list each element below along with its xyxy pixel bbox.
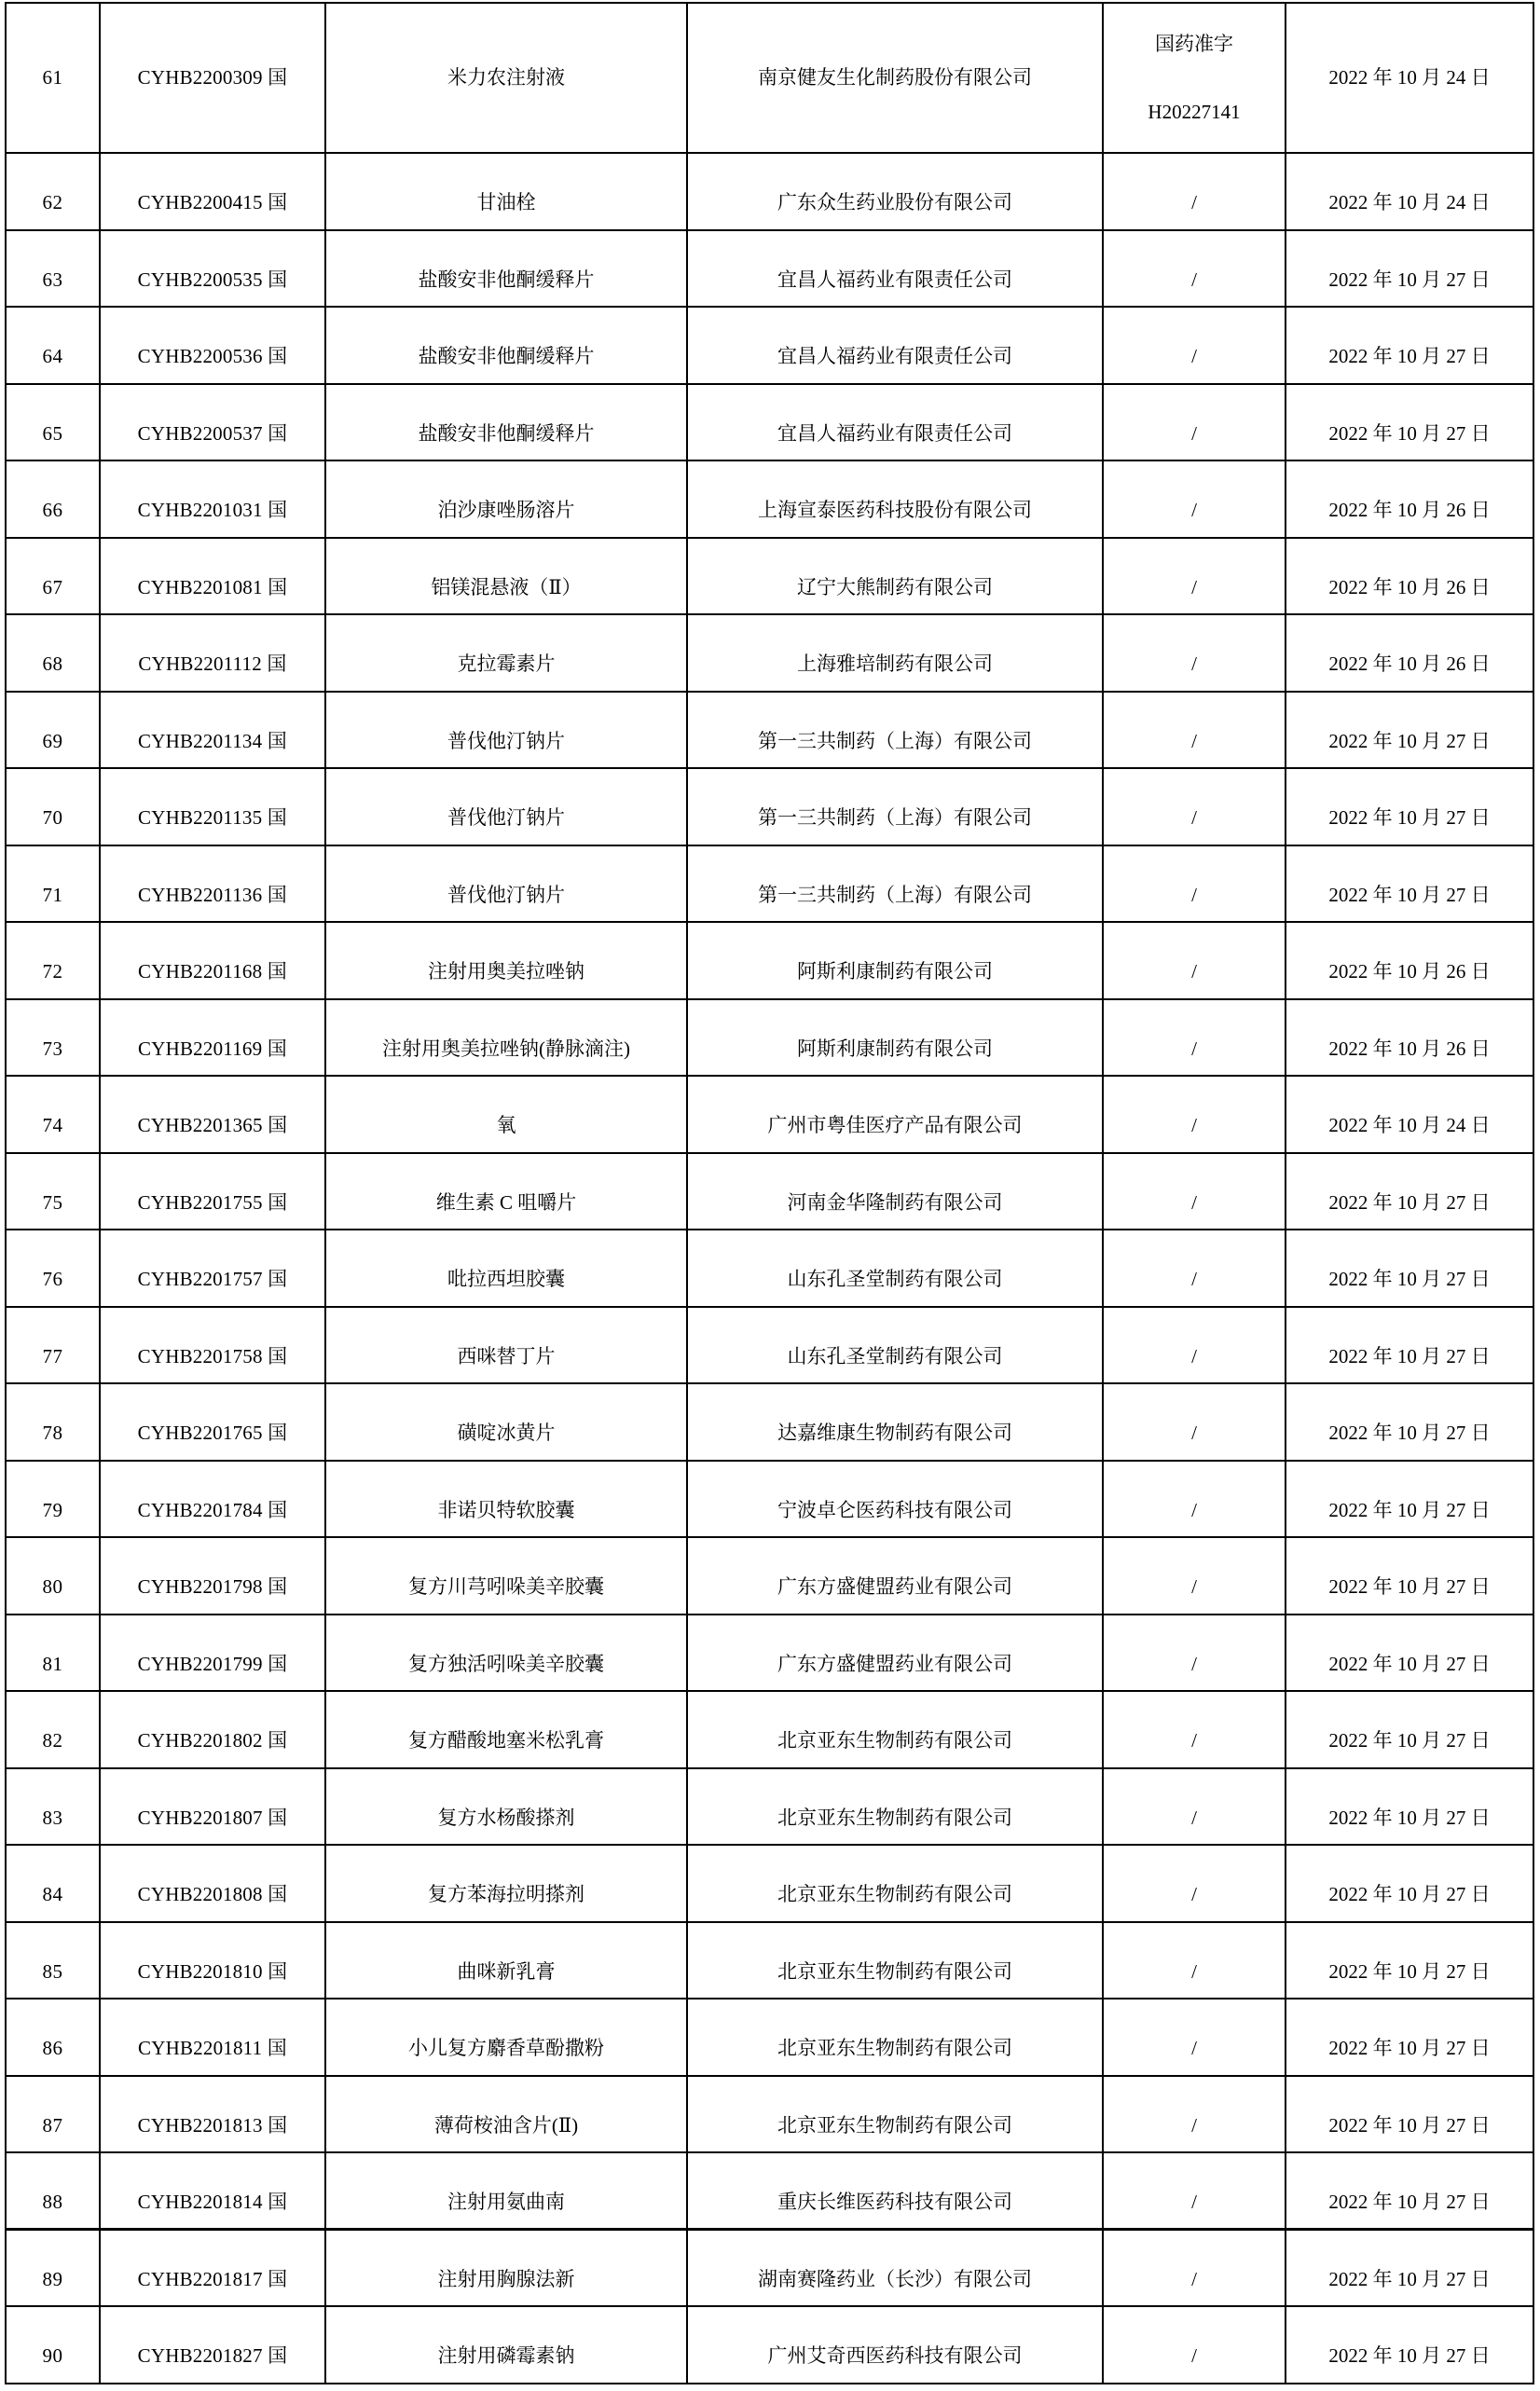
cell-company-name: 广东方盛健盟药业有限公司	[687, 1537, 1103, 1615]
cell-drug-name: 注射用奥美拉唑钠	[325, 922, 687, 999]
cell-serial-number: 65	[6, 384, 100, 461]
cell-serial-number: 63	[6, 230, 100, 308]
cell-acceptance-number: CYHB2201031 国	[100, 460, 325, 538]
cell-serial-number: 67	[6, 538, 100, 615]
cell-approval-number	[1103, 845, 1286, 923]
cell-serial-number: 85	[6, 1922, 100, 1999]
approval-number-line1: /	[1191, 1344, 1197, 1367]
cell-approval-date: 2022 年 10 月 27 日	[1286, 845, 1533, 923]
cell-company-name: 重庆长维医药科技有限公司	[687, 2152, 1103, 2230]
cell-approval-date: 2022 年 10 月 27 日	[1286, 1307, 1533, 1384]
cell-approval-date: 2022 年 10 月 27 日	[1286, 1999, 1533, 2076]
cell-serial-number: 70	[6, 768, 100, 845]
cell-company-name: 湖南赛隆药业（长沙）有限公司	[687, 2230, 1103, 2307]
cell-drug-name: 复方水杨酸搽剂	[325, 1768, 687, 1846]
approval-number-line1: /	[1191, 1575, 1197, 1599]
cell-approval-number	[1103, 2306, 1286, 2384]
table-row	[6, 692, 1533, 769]
cell-approval-number	[1103, 1076, 1286, 1153]
cell-acceptance-number: CYHB2201365 国	[100, 1076, 325, 1153]
cell-approval-number	[1103, 460, 1286, 538]
cell-company-name: 上海雅培制药有限公司	[687, 614, 1103, 692]
cell-acceptance-number: CYHB2201808 国	[100, 1845, 325, 1922]
cell-acceptance-number: CYHB2201827 国	[100, 2306, 325, 2384]
cell-approval-date: 2022 年 10 月 26 日	[1286, 538, 1533, 615]
cell-serial-number: 79	[6, 1461, 100, 1538]
cell-serial-number: 71	[6, 845, 100, 923]
drug-approval-table	[5, 2, 1534, 2384]
cell-company-name: 北京亚东生物制药有限公司	[687, 2076, 1103, 2153]
cell-approval-date: 2022 年 10 月 27 日	[1286, 2230, 1533, 2307]
cell-company-name: 第一三共制药（上海）有限公司	[687, 845, 1103, 923]
approval-number-line1: /	[1191, 499, 1197, 522]
cell-drug-name: 注射用磷霉素钠	[325, 2306, 687, 2384]
cell-drug-name: 吡拉西坦胶囊	[325, 1230, 687, 1307]
approval-number-line1: /	[1191, 806, 1197, 830]
approval-number-line1: /	[1191, 268, 1197, 291]
cell-approval-date: 2022 年 10 月 27 日	[1286, 1845, 1533, 1922]
cell-approval-date: 2022 年 10 月 27 日	[1286, 1383, 1533, 1461]
approval-number-line1: /	[1191, 2190, 1197, 2213]
cell-approval-date: 2022 年 10 月 27 日	[1286, 2306, 1533, 2384]
cell-acceptance-number: CYHB2200309 国	[100, 3, 325, 153]
cell-drug-name: 曲咪新乳膏	[325, 1922, 687, 1999]
cell-company-name: 北京亚东生物制药有限公司	[687, 1691, 1103, 1768]
approval-number-line2: H20227141	[1148, 100, 1241, 123]
cell-approval-date: 2022 年 10 月 27 日	[1286, 2076, 1533, 2153]
cell-company-name: 上海宣泰医药科技股份有限公司	[687, 460, 1103, 538]
cell-approval-number	[1103, 1999, 1286, 2076]
cell-company-name: 宁波卓仑医药科技有限公司	[687, 1461, 1103, 1538]
cell-approval-date: 2022 年 10 月 27 日	[1286, 1768, 1533, 1846]
cell-serial-number: 80	[6, 1537, 100, 1615]
cell-approval-date: 2022 年 10 月 27 日	[1286, 1691, 1533, 1768]
cell-approval-number	[1103, 922, 1286, 999]
cell-serial-number: 73	[6, 999, 100, 1077]
cell-approval-number	[1103, 153, 1286, 230]
cell-approval-date: 2022 年 10 月 27 日	[1286, 1922, 1533, 1999]
approval-number-line1: /	[1191, 1114, 1197, 1137]
cell-serial-number: 84	[6, 1845, 100, 1922]
cell-acceptance-number: CYHB2201758 国	[100, 1307, 325, 1384]
cell-drug-name: 复方苯海拉明搽剂	[325, 1845, 687, 1922]
table-row	[6, 1230, 1533, 1307]
cell-approval-number	[1103, 1230, 1286, 1307]
cell-serial-number: 77	[6, 1307, 100, 1384]
cell-acceptance-number: CYHB2201807 国	[100, 1768, 325, 1846]
cell-approval-date: 2022 年 10 月 27 日	[1286, 1537, 1533, 1615]
table-row	[6, 768, 1533, 845]
table-row	[6, 1845, 1533, 1922]
approval-number-line1: /	[1191, 2113, 1197, 2137]
cell-serial-number: 86	[6, 1999, 100, 2076]
approval-number-line1: /	[1191, 345, 1197, 368]
cell-company-name: 阿斯利康制药有限公司	[687, 999, 1103, 1077]
cell-approval-date: 2022 年 10 月 24 日	[1286, 1076, 1533, 1153]
cell-drug-name: 米力农注射液	[325, 3, 687, 153]
cell-company-name: 北京亚东生物制药有限公司	[687, 1999, 1103, 2076]
cell-company-name: 河南金华隆制药有限公司	[687, 1153, 1103, 1230]
table-row	[6, 230, 1533, 308]
cell-acceptance-number: CYHB2201799 国	[100, 1615, 325, 1692]
cell-approval-number	[1103, 999, 1286, 1077]
cell-approval-number	[1103, 230, 1286, 308]
cell-acceptance-number: CYHB2201112 国	[100, 614, 325, 692]
cell-serial-number: 75	[6, 1153, 100, 1230]
approval-number-line1: /	[1191, 729, 1197, 752]
cell-approval-number	[1103, 538, 1286, 615]
cell-drug-name: 克拉霉素片	[325, 614, 687, 692]
cell-company-name: 北京亚东生物制药有限公司	[687, 1768, 1103, 1846]
table-row	[6, 1768, 1533, 1846]
table-row	[6, 1999, 1533, 2076]
cell-approval-number	[1103, 1922, 1286, 1999]
table-row	[6, 1615, 1533, 1692]
cell-approval-date: 2022 年 10 月 27 日	[1286, 1153, 1533, 1230]
cell-approval-number	[1103, 1615, 1286, 1692]
cell-approval-date: 2022 年 10 月 26 日	[1286, 614, 1533, 692]
cell-acceptance-number: CYHB2201817 国	[100, 2230, 325, 2307]
cell-drug-name: 甘油栓	[325, 153, 687, 230]
cell-approval-number	[1103, 1691, 1286, 1768]
approval-number-line1: /	[1191, 1268, 1197, 1291]
table-row	[6, 999, 1533, 1077]
cell-company-name: 达嘉维康生物制药有限公司	[687, 1383, 1103, 1461]
approval-number-line1: /	[1191, 1729, 1197, 1752]
table-row	[6, 1153, 1533, 1230]
table-row	[6, 2306, 1533, 2384]
cell-drug-name: 磺啶冰黄片	[325, 1383, 687, 1461]
cell-serial-number: 81	[6, 1615, 100, 1692]
cell-approval-number	[1103, 2230, 1286, 2307]
cell-serial-number: 68	[6, 614, 100, 692]
cell-acceptance-number: CYHB2201813 国	[100, 2076, 325, 2153]
cell-acceptance-number: CYHB2201765 国	[100, 1383, 325, 1461]
cell-drug-name: 复方醋酸地塞米松乳膏	[325, 1691, 687, 1768]
cell-approval-date: 2022 年 10 月 26 日	[1286, 999, 1533, 1077]
cell-drug-name: 复方川芎吲哚美辛胶囊	[325, 1537, 687, 1615]
table-row	[6, 384, 1533, 461]
table-row	[6, 922, 1533, 999]
cell-company-name: 南京健友生化制药股份有限公司	[687, 3, 1103, 153]
cell-approval-number	[1103, 1461, 1286, 1538]
cell-serial-number: 64	[6, 307, 100, 384]
cell-drug-name: 复方独活吲哚美辛胶囊	[325, 1615, 687, 1692]
cell-company-name: 北京亚东生物制药有限公司	[687, 1845, 1103, 1922]
cell-serial-number: 69	[6, 692, 100, 769]
cell-approval-number	[1103, 307, 1286, 384]
approval-number-line1: /	[1191, 1190, 1197, 1214]
cell-acceptance-number: CYHB2201814 国	[100, 2152, 325, 2230]
cell-company-name: 阿斯利康制药有限公司	[687, 922, 1103, 999]
cell-approval-date: 2022 年 10 月 27 日	[1286, 1615, 1533, 1692]
cell-approval-date: 2022 年 10 月 27 日	[1286, 384, 1533, 461]
table-row	[6, 2152, 1533, 2230]
cell-acceptance-number: CYHB2201784 国	[100, 1461, 325, 1538]
cell-drug-name: 普伐他汀钠片	[325, 845, 687, 923]
cell-approval-number	[1103, 692, 1286, 769]
cell-approval-date: 2022 年 10 月 27 日	[1286, 2152, 1533, 2230]
approval-number-line1: /	[1191, 883, 1197, 906]
table-row	[6, 1691, 1533, 1768]
cell-approval-number	[1103, 2152, 1286, 2230]
table-row	[6, 1537, 1533, 1615]
approval-number-line1: /	[1191, 1037, 1197, 1060]
cell-company-name: 广州市粤佳医疗产品有限公司	[687, 1076, 1103, 1153]
cell-drug-name: 铝镁混悬液（Ⅱ）	[325, 538, 687, 615]
table-row	[6, 1307, 1533, 1384]
cell-company-name: 宜昌人福药业有限责任公司	[687, 230, 1103, 308]
cell-approval-number	[1103, 614, 1286, 692]
cell-company-name: 宜昌人福药业有限责任公司	[687, 307, 1103, 384]
cell-drug-name: 盐酸安非他酮缓释片	[325, 384, 687, 461]
cell-company-name: 辽宁大熊制药有限公司	[687, 538, 1103, 615]
table-row	[6, 614, 1533, 692]
cell-approval-date: 2022 年 10 月 24 日	[1286, 3, 1533, 153]
cell-approval-date: 2022 年 10 月 27 日	[1286, 692, 1533, 769]
cell-drug-name: 注射用奥美拉唑钠(静脉滴注)	[325, 999, 687, 1077]
cell-approval-date: 2022 年 10 月 27 日	[1286, 230, 1533, 308]
table-row	[6, 2230, 1533, 2307]
table-body	[6, 3, 1533, 2384]
cell-serial-number: 62	[6, 153, 100, 230]
table-row	[6, 460, 1533, 538]
cell-approval-number	[1103, 2076, 1286, 2153]
cell-company-name: 广东方盛健盟药业有限公司	[687, 1615, 1103, 1692]
cell-drug-name: 泊沙康唑肠溶片	[325, 460, 687, 538]
cell-approval-date: 2022 年 10 月 27 日	[1286, 1461, 1533, 1538]
cell-approval-date: 2022 年 10 月 26 日	[1286, 922, 1533, 999]
cell-serial-number: 82	[6, 1691, 100, 1768]
approval-number-line1: /	[1191, 653, 1197, 676]
cell-drug-name: 注射用氨曲南	[325, 2152, 687, 2230]
cell-drug-name: 小儿复方麝香草酚撒粉	[325, 1999, 687, 2076]
cell-acceptance-number: CYHB2201169 国	[100, 999, 325, 1077]
cell-company-name: 山东孔圣堂制药有限公司	[687, 1230, 1103, 1307]
cell-drug-name: 盐酸安非他酮缓释片	[325, 307, 687, 384]
approval-number-line1: /	[1191, 1422, 1197, 1445]
cell-company-name: 广东众生药业股份有限公司	[687, 153, 1103, 230]
approval-number-line1: /	[1191, 191, 1197, 214]
cell-approval-date: 2022 年 10 月 27 日	[1286, 307, 1533, 384]
cell-serial-number: 83	[6, 1768, 100, 1846]
cell-serial-number: 66	[6, 460, 100, 538]
table-row	[6, 1461, 1533, 1538]
cell-serial-number: 90	[6, 2306, 100, 2384]
cell-acceptance-number: CYHB2201802 国	[100, 1691, 325, 1768]
table-row	[6, 1922, 1533, 1999]
cell-acceptance-number: CYHB2201755 国	[100, 1153, 325, 1230]
cell-drug-name: 注射用胸腺法新	[325, 2230, 687, 2307]
cell-approval-date: 2022 年 10 月 27 日	[1286, 768, 1533, 845]
cell-approval-number	[1103, 1768, 1286, 1846]
cell-acceptance-number: CYHB2200535 国	[100, 230, 325, 308]
table-row	[6, 153, 1533, 230]
cell-approval-number	[1103, 1383, 1286, 1461]
approval-number-line1: /	[1191, 1959, 1197, 1983]
approval-number-line1: /	[1191, 1883, 1197, 1906]
cell-company-name: 第一三共制药（上海）有限公司	[687, 768, 1103, 845]
cell-approval-date: 2022 年 10 月 24 日	[1286, 153, 1533, 230]
approval-number-line1: /	[1191, 1652, 1197, 1675]
table-row	[6, 307, 1533, 384]
cell-approval-number	[1103, 1845, 1286, 1922]
cell-acceptance-number: CYHB2201136 国	[100, 845, 325, 923]
cell-approval-number	[1103, 1307, 1286, 1384]
cell-drug-name: 普伐他汀钠片	[325, 768, 687, 845]
cell-drug-name: 薄荷桉油含片(Ⅱ)	[325, 2076, 687, 2153]
cell-approval-date: 2022 年 10 月 26 日	[1286, 460, 1533, 538]
cell-serial-number: 76	[6, 1230, 100, 1307]
approval-number-line1: /	[1191, 2037, 1197, 2060]
cell-drug-name: 维生素 C 咀嚼片	[325, 1153, 687, 1230]
table-row	[6, 538, 1533, 615]
cell-approval-number	[1103, 1537, 1286, 1615]
table-row	[6, 3, 1533, 153]
cell-acceptance-number: CYHB2201757 国	[100, 1230, 325, 1307]
cell-acceptance-number: CYHB2201081 国	[100, 538, 325, 615]
cell-company-name: 北京亚东生物制药有限公司	[687, 1922, 1103, 1999]
cell-serial-number: 74	[6, 1076, 100, 1153]
cell-approval-date: 2022 年 10 月 27 日	[1286, 1230, 1533, 1307]
cell-approval-number	[1103, 768, 1286, 845]
approval-number-line1: /	[1191, 2344, 1197, 2368]
cell-acceptance-number: CYHB2201168 国	[100, 922, 325, 999]
cell-acceptance-number: CYHB2200415 国	[100, 153, 325, 230]
cell-company-name: 第一三共制药（上海）有限公司	[687, 692, 1103, 769]
cell-drug-name: 西咪替丁片	[325, 1307, 687, 1384]
table-row	[6, 845, 1533, 923]
cell-acceptance-number: CYHB2200537 国	[100, 384, 325, 461]
cell-acceptance-number: CYHB2201798 国	[100, 1537, 325, 1615]
cell-serial-number: 61	[6, 3, 100, 153]
approval-number-line1: 国药准字	[1155, 33, 1233, 56]
cell-company-name: 宜昌人福药业有限责任公司	[687, 384, 1103, 461]
cell-drug-name: 盐酸安非他酮缓释片	[325, 230, 687, 308]
approval-number-line1: /	[1191, 2267, 1197, 2290]
cell-drug-name: 普伐他汀钠片	[325, 692, 687, 769]
cell-serial-number: 88	[6, 2152, 100, 2230]
cell-acceptance-number: CYHB2201811 国	[100, 1999, 325, 2076]
approval-number-line1: /	[1191, 421, 1197, 445]
table-row	[6, 1076, 1533, 1153]
approval-number-line1: /	[1191, 1498, 1197, 1521]
cell-approval-number	[1103, 384, 1286, 461]
cell-company-name: 山东孔圣堂制药有限公司	[687, 1307, 1103, 1384]
cell-acceptance-number: CYHB2201135 国	[100, 768, 325, 845]
cell-acceptance-number: CYHB2200536 国	[100, 307, 325, 384]
approval-number-line1: /	[1191, 575, 1197, 598]
table-row	[6, 2076, 1533, 2153]
cell-company-name: 广州艾奇西医药科技有限公司	[687, 2306, 1103, 2384]
cell-serial-number: 72	[6, 922, 100, 999]
cell-serial-number: 89	[6, 2230, 100, 2307]
cell-acceptance-number: CYHB2201134 国	[100, 692, 325, 769]
table-row	[6, 1383, 1533, 1461]
cell-approval-number	[1103, 3, 1286, 153]
approval-number-line1: /	[1191, 1806, 1197, 1829]
cell-approval-number	[1103, 1153, 1286, 1230]
cell-drug-name: 氧	[325, 1076, 687, 1153]
cell-drug-name: 非诺贝特软胶囊	[325, 1461, 687, 1538]
cell-serial-number: 87	[6, 2076, 100, 2153]
cell-acceptance-number: CYHB2201810 国	[100, 1922, 325, 1999]
cell-serial-number: 78	[6, 1383, 100, 1461]
approval-number-line1: /	[1191, 960, 1197, 983]
